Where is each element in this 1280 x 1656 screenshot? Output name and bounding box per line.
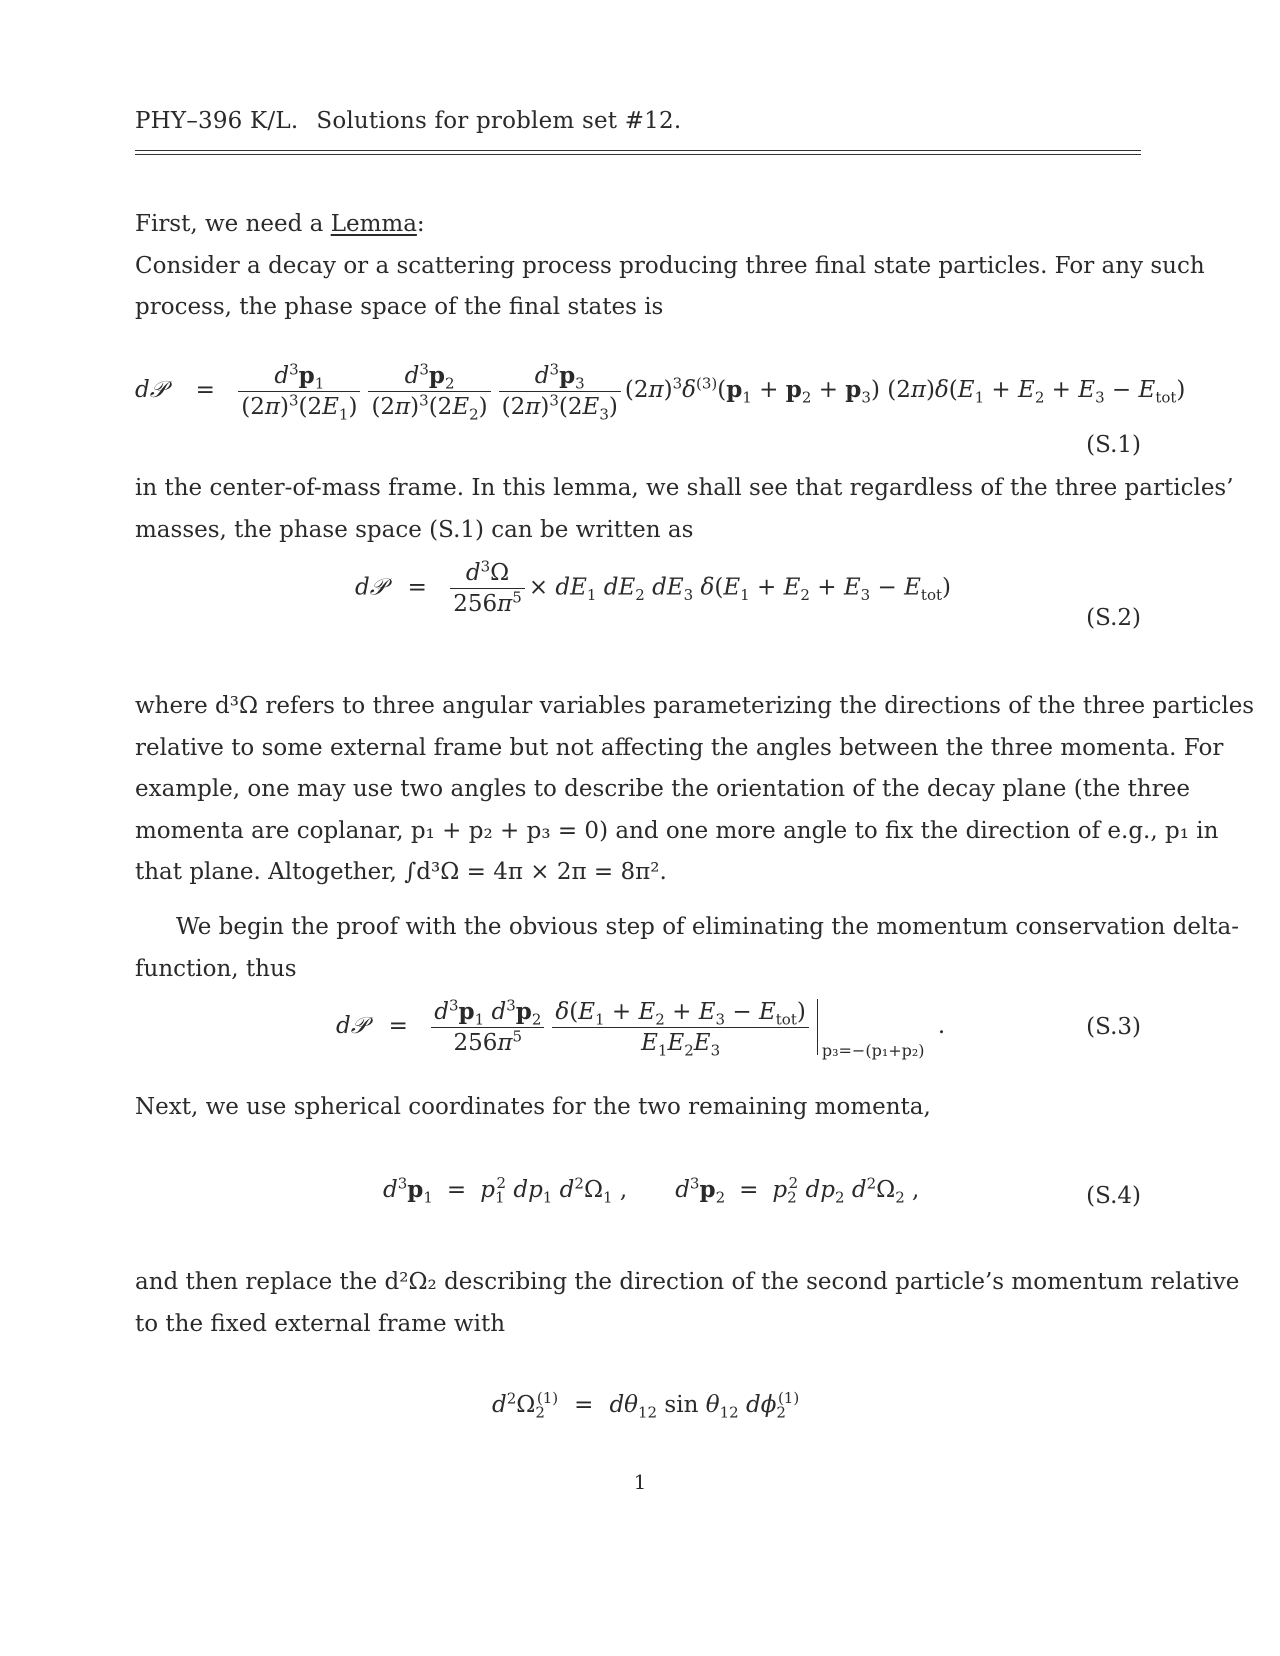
equation-s2: d𝒫 = $\frac{d^3\Omega}{256\pi^5}$ × $dE_1$ $dE_2$ $dE_3$ $\delta(E_1 + E_2 + E_3 - E_{tot})$ [355, 557, 951, 617]
evaluation-condition: p₃=−(p₁+p₂) [821, 1041, 925, 1060]
equation-s3: d𝒫 = $\frac{d^3p_1 d^3p_2}{256\pi^5}$ $\frac{\delta(E_1 + E_2 + E_3 - E_{tot})}{E_1E_2E_3}$ p₃=−(p₁+p₂) . [336, 996, 946, 1060]
page-number: 1 [633, 1470, 647, 1494]
evaluation-bar [817, 999, 925, 1060]
equation-label-s1: (S.1) [1086, 432, 1141, 458]
intro-line-3: process, the phase space of the final states is [135, 294, 664, 320]
paragraph-6: and then replace the d²Ω₂ describing the direction of the second particle’s momentum relative to the fixed external frame with [135, 1269, 1240, 1337]
lemma-label: Lemma [330, 211, 417, 237]
paragraph-4: We begin the proof with the obvious step of eliminating the momentum conservation delta- function, thus [135, 914, 1240, 982]
equation-dOmega: $d^2\Omega_2^{(1)} = d\theta_{12}$ $\sin \theta_{12}$ $d\phi_2^{(1)}$ [492, 1389, 800, 1422]
equation-label-s3: (S.3) [1086, 1014, 1141, 1040]
equation-s4: $d^3p_1 = p_1^2$ $dp_1$ $d^2\Omega_1$ , $d^3p_2 = p_2^2$ $dp_2$ $d^2\Omega_2$ , [383, 1174, 920, 1207]
header-title: Solutions for problem set #12. [316, 108, 682, 134]
equation-label-s4: (S.4) [1086, 1183, 1141, 1209]
intro-line-2: Consider a decay or a scattering process producing three final state particles. For any such [135, 252, 1205, 279]
course-code: PHY–396 K/L. [135, 108, 299, 134]
page-header [135, 108, 681, 134]
intro-paragraph: First, we need a Lemma: Consider a decay or a scattering process producing three final state particles. For any such process, the phase space of the final states is [135, 204, 1141, 329]
paragraph-2: in the center-of-mass frame. In this lemma, we shall see that regardless of the three particles’ masses, the phase space (S.1) can be written as [135, 475, 1234, 543]
paragraph-5: Next, we use spherical coordinates for the two remaining momenta, [135, 1094, 931, 1120]
paragraph-3: where d³Ω refers to three angular variables parameterizing the directions of the three particles relative to some external frame but not affecting the angles between the three momenta. For example, one may use two angles to describe the orientation of the decay plane (the three momenta are coplanar, p₁ + p₂ + p₃ = 0) and one more angle to fix the direction of e.g., p₁ in that plane. Altogether, ∫d³Ω = 4π × 2π = 8π². [135, 693, 1255, 885]
header-rule-top [135, 150, 1141, 151]
equation-s1: d𝒫 = $\frac{d^3p_1}{(2\pi)^3(2E_1)}$ $\frac{d^3p_2}{(2\pi)^3(2E_2)}$ $\frac{d^3p_3}{(2\pi)^3(2E_3)}$ $(2\pi)^3\delta^{(3)}(p_1 + p_2 + p_3) (2\pi)\delta(E_1 + E_2 + E_3 - E_{tot})$ [135, 360, 1186, 424]
equation-label-s2: (S.2) [1086, 605, 1141, 631]
header-rule-bottom [135, 154, 1141, 155]
